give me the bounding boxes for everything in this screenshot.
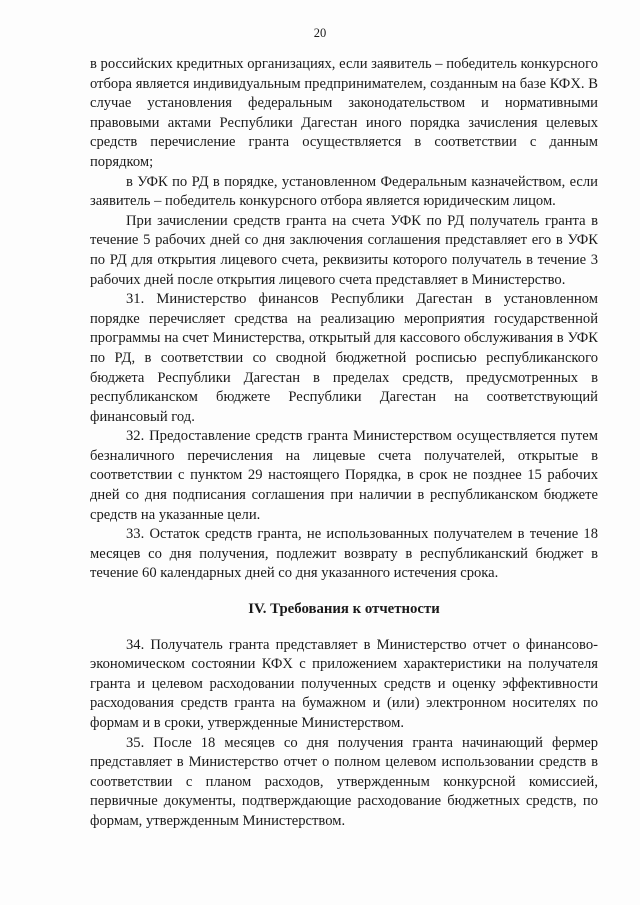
paragraph-item-33: 33. Остаток средств гранта, не использованных получателем в течение 18 месяцев со дня получения, подлежит возврату в республиканский бюджет в течение 60 календарных дней со дня указанного истечения срока. — [90, 526, 598, 582]
document-body — [90, 55, 598, 832]
paragraph-item-31: 31. Министерство финансов Республики Дагестан в установленном порядке перечисляет средства на реализацию мероприятия государственной программы на счет Министерства, открытый для кассового обслуживания в УФК по РД, в соответствии со сводной бюджетной росписью республиканского бюджета Республики Дагестан в пределах средств, предусмотренных в республиканском бюджете Республики Дагестан на соответствующий финансовый год. — [90, 291, 598, 425]
paragraph-item-34: 34. Получатель гранта представляет в Министерство отчет о финансово-экономическом состоянии КФХ с приложением характеристики на получателя гранта и целевом расходовании полученных средств и оценку эффективности расходования средств гранта на бумажном и (или) электронном носителях по формам и в сроки, утвержденные Министерством. — [90, 636, 598, 731]
section-heading: IV. Требования к отчетности — [248, 601, 440, 618]
paragraph-ufk-legal-entity: в УФК по РД в порядке, установленном Федеральным казначейством, если заявитель – победитель конкурсного отбора является юридическим лицом. — [90, 173, 598, 210]
paragraph-item-32: 32. Предоставление средств гранта Министерством осуществляется путем безналичного перечисления на лицевые счета получателей, открытые в соответствии с пунктом 29 настоящего Порядка, в срок не позднее 15 рабочих дней со дня подписания соглашения при наличии в республиканском бюджете средств на указанные цели. — [90, 428, 598, 523]
paragraph-continuation: в российских кредитных организациях, если заявитель – победитель конкурсного отбора является индивидуальным предпринимателем, созданным на базе КФХ. В случае установления федеральным законодательством и нормативными правовыми актами Республики Дагестан иного порядка зачисления целевых средств перечисление гранта осуществляется в соответствии с данным порядком; — [90, 56, 598, 170]
paragraph-ufk-account: При зачислении средств гранта на счета УФК по РД получатель гранта в течение 5 рабочих дней со дня заключения соглашения представляет его в УФК по РД для открытия лицевого счета, реквизиты которого получатель в течение 3 рабочих дней после открытия лицевого счета представляет в Министерство. — [90, 212, 598, 288]
page-number: 20 — [313, 26, 327, 40]
paragraph-item-35: 35. После 18 месяцев со дня получения гранта начинающий фермер представляет в Министерство отчет о полном целевом использовании средств в соответствии с планом расходов, утвержденным конкурсной комиссией, первичные документы, подтверждающие расходование бюджетных средств, по формам, утвержденным Министерством. — [90, 734, 598, 829]
